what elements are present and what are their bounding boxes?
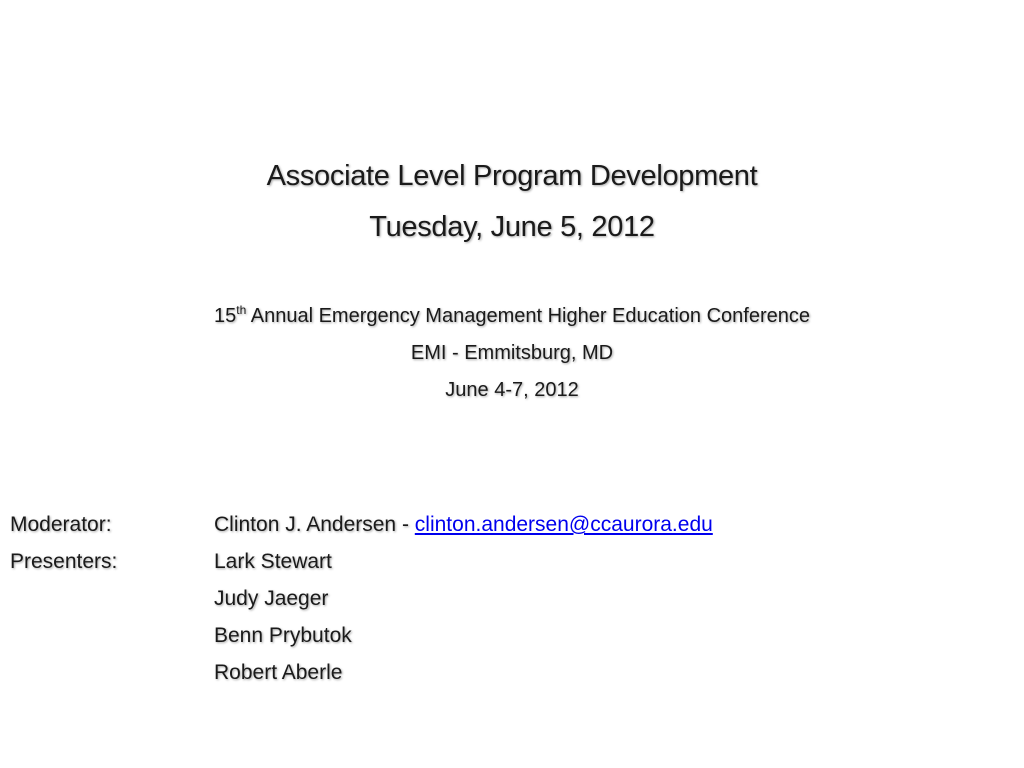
conference-name: Annual Emergency Management Higher Education Conference bbox=[250, 305, 810, 327]
moderator-email-link[interactable]: clinton.andersen@ccaurora.edu bbox=[414, 513, 713, 536]
moderator-label: Moderator: bbox=[10, 513, 112, 536]
presenter-name: Robert Aberle bbox=[214, 661, 343, 684]
moderator-row bbox=[0, 510, 1024, 540]
presenter-row bbox=[0, 547, 1024, 577]
presenters-label: Presenters: bbox=[10, 550, 118, 573]
presenter-name: Lark Stewart bbox=[214, 550, 332, 573]
conference-ordinal-suffix: th bbox=[236, 303, 247, 317]
moderator-separator: - bbox=[401, 513, 409, 536]
presenter-row bbox=[0, 621, 1024, 651]
moderator-value bbox=[214, 510, 713, 540]
conference-location: EMI - Emmitsburg, MD bbox=[410, 342, 614, 364]
conference-name-line bbox=[0, 303, 1024, 329]
slide-date: Tuesday, June 5, 2012 bbox=[369, 211, 655, 243]
moderator-name: Clinton J. Andersen bbox=[214, 513, 397, 536]
presenter-row bbox=[0, 658, 1024, 688]
presenter-name: Judy Jaeger bbox=[214, 587, 329, 610]
conference-dates: June 4-7, 2012 bbox=[445, 379, 579, 401]
conference-ordinal-number: 15 bbox=[214, 305, 237, 327]
presenter-name: Benn Prybutok bbox=[214, 624, 352, 647]
presenter-row bbox=[0, 584, 1024, 614]
slide-title: Associate Level Program Development bbox=[266, 160, 758, 192]
